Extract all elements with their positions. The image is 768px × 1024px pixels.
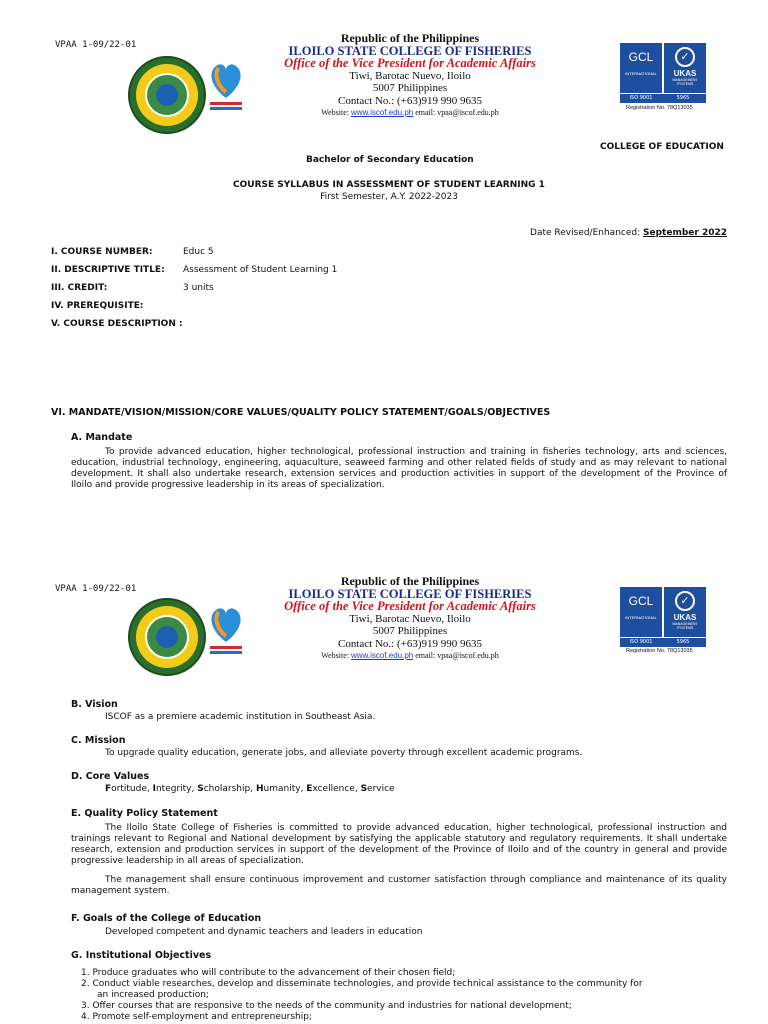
- date-revised: [530, 228, 727, 238]
- registration-number-page2: Registration No. 78Q13035: [626, 648, 693, 654]
- syllabus-title: COURSE SYLLABUS IN ASSESSMENT OF STUDENT LEARNING 1: [233, 180, 545, 190]
- email-value: vpaa@iscof.edu.ph: [437, 108, 499, 117]
- core-value-initial: E: [306, 784, 313, 794]
- vision-text: ISCOF as a premiere academic institution in Southeast Asia.: [105, 712, 376, 722]
- document-code: VPAA 1-09/22-01: [55, 40, 137, 50]
- ukas-number: 5965: [676, 639, 690, 645]
- address-line-1: Tiwi, Barotac Nuevo, Iloilo: [349, 69, 471, 82]
- vision-title: B. Vision: [71, 699, 118, 710]
- revised-date: September 2022: [643, 228, 727, 238]
- list-item: 4. Promote self-employment and entrepreneurship;: [81, 1012, 312, 1022]
- ukas-number: 5965: [676, 95, 690, 101]
- letterhead-page2: [210, 575, 610, 663]
- website-line: [210, 107, 610, 120]
- core-value-initial: H: [255, 784, 264, 794]
- list-item: an increased production;: [97, 990, 209, 1000]
- website-label: Website:: [321, 651, 349, 660]
- objectives-list: [81, 968, 721, 1023]
- core-value-initial: F: [105, 784, 112, 794]
- descriptive-title-value: Assessment of Student Learning 1: [183, 265, 338, 275]
- address-line-2: 5007 Philippines: [372, 625, 448, 637]
- republic-line: Republic of the Philippines: [340, 574, 480, 588]
- email-label: email:: [415, 651, 436, 660]
- website-link[interactable]: www.iscof.edu.ph: [350, 651, 414, 660]
- quality-policy-text-1: The Iloilo State College of Fisheries is committed to provide advanced education, higher technological, professional instruction and trainings relevant to Regional and National development by satisfying the applicable statutory and regulatory requirements. It shall undertake research, extension and production services in support of the development of the Province of Iloilo and of the country in general and provide progressive leadership in all areas of specialization.: [71, 823, 727, 866]
- core-value-rest: ntegrity: [155, 784, 192, 794]
- gcl-ukas-certification-logo-icon: [620, 43, 706, 103]
- website-link[interactable]: www.iscof.edu.ph: [350, 108, 414, 117]
- contact-line: Contact No.: (+63)919 990 9635: [338, 94, 482, 107]
- office-name: Office of the Vice President for Academic Affairs: [284, 599, 536, 613]
- contact-line: Contact No.: (+63)919 990 9635: [338, 637, 482, 650]
- course-description-label: V. COURSE DESCRIPTION :: [51, 319, 183, 329]
- core-value-initial: S: [197, 784, 204, 794]
- goals-title: F. Goals of the College of Education: [71, 913, 262, 924]
- ukas-text: UKAS: [673, 69, 697, 78]
- email-value: vpaa@iscof.edu.ph: [437, 651, 499, 660]
- mission-text: To upgrade quality education, generate jobs, and alleviate poverty through excellent academic programs.: [105, 748, 583, 758]
- course-number-value: Educ 5: [183, 247, 214, 257]
- program-name: Bachelor of Secondary Education: [306, 155, 474, 165]
- core-values-title: D. Core Values: [71, 771, 150, 782]
- core-value-initial: S: [360, 784, 368, 794]
- semester: First Semester, A.Y. 2022-2023: [320, 192, 458, 202]
- list-item: 1. Produce graduates who will contribute to the advancement of their chosen field;: [81, 968, 456, 978]
- prerequisite-label: IV. PREREQUISITE:: [51, 301, 144, 311]
- list-item: 2. Conduct viable researches, develop and disseminate technologies, and provide technical assistance to the community for: [81, 979, 643, 989]
- core-value-rest: ortitude: [111, 784, 147, 794]
- objectives-title: G. Institutional Objectives: [71, 950, 212, 961]
- gcl-ukas-certification-logo-icon: [620, 587, 706, 647]
- quality-policy-title: E. Quality Policy Statement: [71, 808, 218, 819]
- letterhead: [210, 32, 610, 120]
- website-label: Website:: [321, 108, 349, 117]
- gcl-text: GCL: [628, 50, 654, 64]
- registration-number: Registration No. 78Q13035: [626, 105, 693, 111]
- credit-value: 3 units: [183, 283, 214, 293]
- ukas-sub: MANAGEMENT SYSTEMS: [672, 622, 698, 630]
- core-value-rest: cholarship: [203, 784, 251, 794]
- college-name: COLLEGE OF EDUCATION: [600, 142, 724, 152]
- address-line-1: Tiwi, Barotac Nuevo, Iloilo: [349, 612, 471, 625]
- ukas-text: UKAS: [673, 613, 697, 622]
- gcl-sub: INTERNATIONAL: [625, 615, 657, 620]
- mandate-text: To provide advanced education, higher technological, professional instruction and training in fisheries technology, arts and sciences, education, industrial technology, engineering, aquaculture, seaweed farming and other related fields of study and as may relevant to national development. It shall also undertake research, extension services and production activities in support of the development of the Province of Iloilo and provide progressive leadership in its areas of specialization.: [71, 447, 727, 490]
- section-6-title: VI. MANDATE/VISION/MISSION/CORE VALUES/QUALITY POLICY STATEMENT/GOALS/OBJECTIVES: [51, 407, 551, 418]
- email-label: email:: [415, 108, 436, 117]
- school-name: ILOILO STATE COLLEGE OF FISHERIES: [288, 586, 532, 601]
- revised-label: Date Revised/Enhanced:: [530, 228, 641, 238]
- check-icon: ✓: [675, 47, 695, 67]
- document-code-page2: VPAA 1-09/22-01: [55, 584, 137, 594]
- core-value-rest: umanity: [263, 784, 301, 794]
- address-line-2: 5007 Philippines: [372, 82, 448, 94]
- core-values-text: Fortitude, Integrity, Scholarship, Humanity, Excellence, Service: [105, 784, 395, 794]
- goals-text: Developed competent and dynamic teachers and leaders in education: [105, 927, 423, 937]
- iscof-seal-logo-icon: [128, 598, 206, 676]
- list-item: 3. Offer courses that are responsive to the needs of the community and industries for national development;: [81, 1001, 572, 1011]
- office-name: Office of the Vice President for Academic Affairs: [284, 56, 536, 70]
- gcl-sub: INTERNATIONAL: [625, 71, 657, 76]
- school-name: ILOILO STATE COLLEGE OF FISHERIES: [288, 43, 532, 58]
- iscof-seal-logo-icon: [128, 56, 206, 134]
- iso-label: ISO 9001: [629, 95, 653, 101]
- descriptive-title-label: II. DESCRIPTIVE TITLE:: [51, 265, 165, 275]
- gcl-text: GCL: [628, 594, 654, 608]
- core-value-rest: xcellence: [312, 784, 355, 794]
- website-line: [210, 650, 610, 663]
- course-number-label: I. COURSE NUMBER:: [51, 247, 153, 257]
- core-value-rest: ervice: [367, 784, 395, 794]
- ukas-sub: MANAGEMENT SYSTEMS: [672, 78, 698, 86]
- credit-label: III. CREDIT:: [51, 283, 108, 293]
- quality-policy-text-2: The management shall ensure continuous improvement and customer satisfaction through compliance and maintenance of its quality management system.: [71, 875, 727, 896]
- iso-label: ISO 9001: [629, 639, 653, 645]
- mandate-title: A. Mandate: [71, 432, 133, 443]
- republic-line: Republic of the Philippines: [340, 31, 480, 45]
- core-value-initial: I: [152, 784, 156, 794]
- check-icon: ✓: [675, 591, 695, 611]
- mission-title: C. Mission: [71, 735, 126, 746]
